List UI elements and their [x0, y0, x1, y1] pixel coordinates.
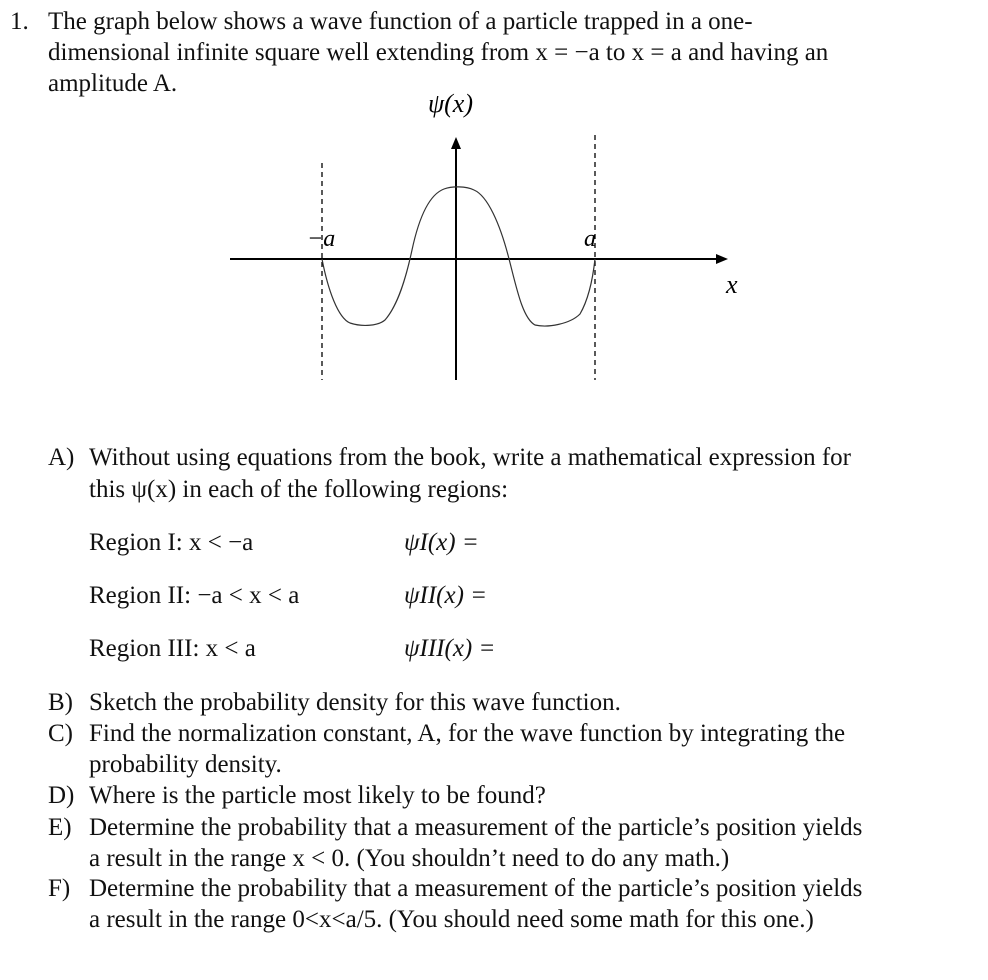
intro-line-3: amplitude A. — [48, 70, 178, 97]
part-e-line-2: a result in the range x < 0. (You shouldn’t need to do any math.) — [89, 845, 730, 872]
part-a-line-1: Without using equations from the book, write a mathematical expression for — [89, 444, 851, 471]
part-e-label: E) — [48, 814, 72, 841]
problem-number: 1. — [10, 8, 29, 35]
region-1-expression: ψI(x) = — [404, 529, 479, 556]
part-d-label: D) — [48, 782, 75, 809]
x-axis-arrow — [716, 254, 728, 264]
wave-curve — [322, 187, 595, 326]
y-axis-arrow — [451, 137, 461, 149]
part-e-line-1: Determine the probability that a measurement of the particle’s position yields — [89, 814, 863, 841]
psi-axis-label: ψ(x) — [428, 89, 474, 118]
part-d-line-1: Where is the particle most likely to be found? — [89, 782, 546, 809]
region-3-expression: ψIII(x) = — [404, 635, 496, 662]
wave-function-graph — [0, 0, 988, 400]
x-axis-label: x — [726, 270, 738, 299]
part-b-line-1: Sketch the probability density for this wave function. — [89, 689, 621, 716]
part-c-label: C) — [48, 720, 73, 747]
part-f-line-1: Determine the probability that a measurement of the particle’s position yields — [89, 875, 863, 902]
intro-line-1: The graph below shows a wave function of a particle trapped in a one- — [48, 8, 753, 35]
part-a-line-2: this ψ(x) in each of the following regions: — [89, 476, 509, 503]
part-c-line-2: probability density. — [89, 751, 282, 778]
region-2-label: Region II: −a < x < a — [89, 582, 300, 609]
part-f-line-2: a result in the range 0<x<a/5. (You should need some math for this one.) — [89, 906, 814, 933]
part-b-label: B) — [48, 689, 73, 716]
part-f-label: F) — [48, 875, 71, 902]
region-2-expression: ψII(x) = — [404, 582, 488, 609]
part-a-label: A) — [48, 444, 75, 471]
region-3-label: Region III: x < a — [89, 635, 256, 662]
part-c-line-1: Find the normalization constant, A, for the wave function by integrating the — [89, 720, 846, 747]
pos-a-label: a — [584, 226, 596, 252]
neg-a-label: −a — [307, 226, 336, 252]
region-1-label: Region I: x < −a — [89, 529, 254, 556]
intro-line-2: dimensional infinite square well extending from x = −a to x = a and having an — [48, 39, 829, 66]
